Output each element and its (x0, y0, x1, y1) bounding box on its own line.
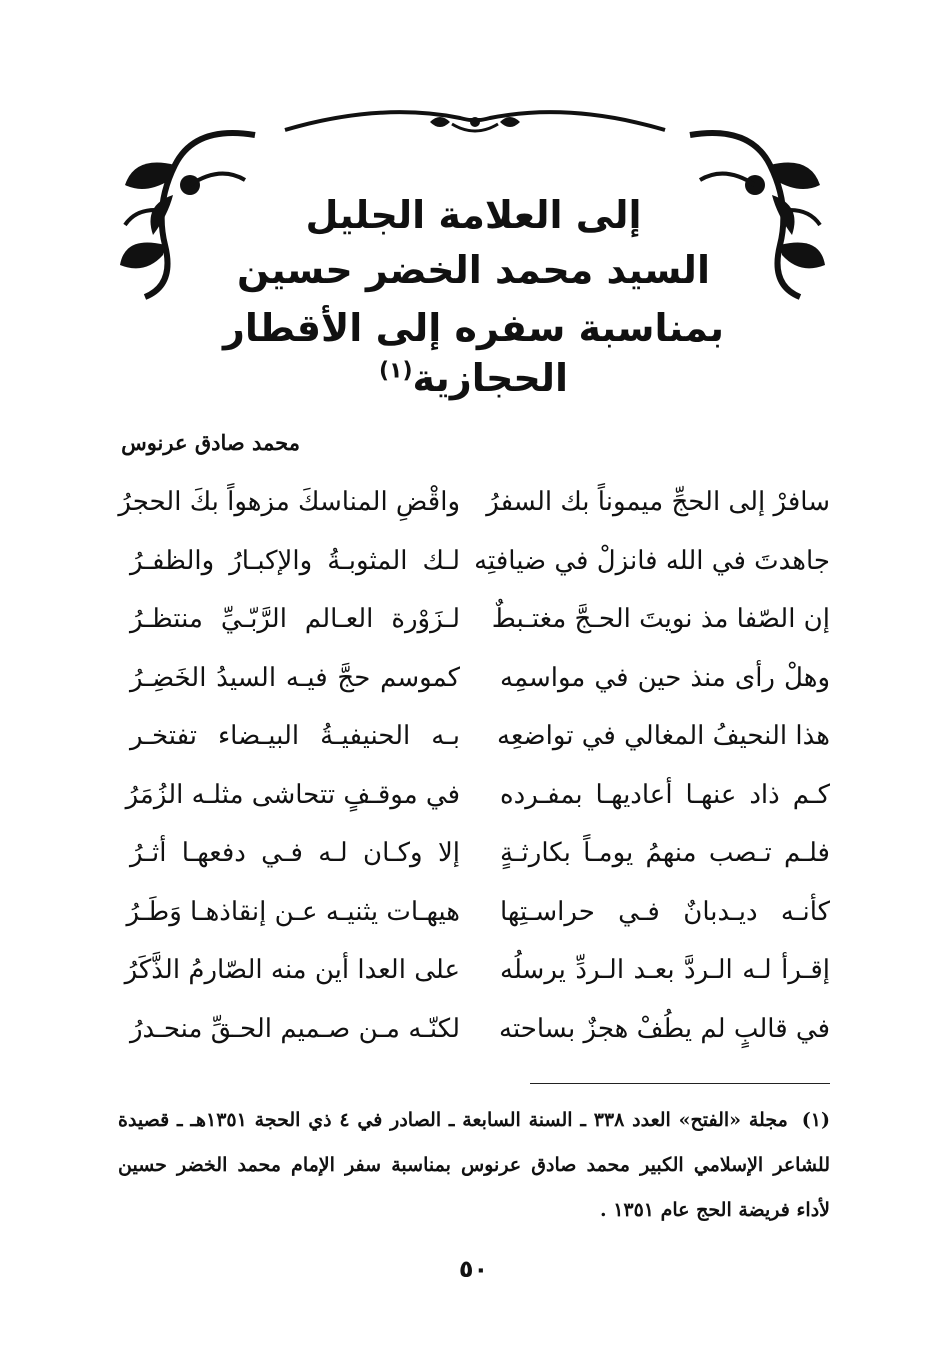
verse-6 (110, 775, 840, 834)
verse-3 (110, 599, 840, 658)
verse-second-hemistich: في موقـفٍ تتحاشى مثلـه الزُمَرُ (125, 779, 460, 810)
verse-2 (110, 541, 840, 600)
verse-first-hemistich: جاهدتَ في الله فانزلْ في ضيافتِه (474, 545, 830, 576)
verse-first-hemistich: كـم ذاد عنهـا أعاديهـا بمفـرده (500, 779, 830, 810)
verse-7 (110, 833, 840, 892)
verse-first-hemistich: سافرْ إلى الحجِّ ميموناً بك السفرُ (486, 487, 830, 517)
footnote-divider (530, 1083, 830, 1084)
poem-verses (110, 482, 840, 1067)
verse-first-hemistich: في قالبٍ لم يطُفْ هجزٌ بساحته (499, 1013, 830, 1044)
verse-first-hemistich: إقـرأ لـه الـردَّ بعـد الـردِّ يرسلُه (500, 955, 830, 985)
title-line-1: إلى العلامة الجليل (305, 193, 642, 237)
verse-8 (110, 892, 840, 951)
verse-first-hemistich: كأنـه ديـدبانٌ فـي حراسـتِها (500, 896, 830, 927)
verse-second-hemistich: لـزَوْرة العـالم الرَّبّـيِّ منتظـرُ (130, 604, 460, 634)
footnote-number: (١) (801, 1109, 830, 1131)
footnote-reference: (١) (378, 358, 413, 384)
verse-second-hemistich: إلا وكـان لـه فـي دفعهـا أثـرُ (130, 838, 460, 868)
verse-first-hemistich: هذا النحيفُ المغالي في تواضعِه (497, 721, 830, 751)
verse-second-hemistich: واقْضِ المناسكَ مزهواً بكَ الحجرُ (118, 487, 460, 517)
verse-second-hemistich: بـه الحنيفيـةُ البيـضاء تفتخـر (130, 721, 460, 751)
verse-second-hemistich: هيهـات يثنيـه عـن إنقاذهـا وَطَـرُ (126, 896, 460, 927)
verse-second-hemistich: لـك المثوبـةُ والإكبـارُ والظفـرُ (130, 545, 460, 576)
verse-second-hemistich: على العدا أين منه الصّارمُ الذَّكَرُ (124, 955, 460, 985)
verse-first-hemistich: فلـم تـصب منهمُ يومـاً بكارثـةٍ (500, 838, 830, 868)
poet-name: محمد صادق عرنوس (121, 430, 300, 455)
verse-first-hemistich: إن الصّفا مذ نويتَ الحـجَّ مغتـبطٌ (491, 604, 830, 634)
verse-first-hemistich: وهلْ رأى منذ حين في مواسمِه (500, 662, 830, 693)
title-line-2: السيد محمد الخضر حسين (237, 248, 710, 292)
verse-second-hemistich: كموسم حجَّ فيـه السيدُ الخَضِـرُ (130, 662, 460, 693)
verse-5 (110, 716, 840, 775)
title-line-3-text: بمناسبة سفره إلى الأقطار الحجازية (222, 306, 725, 400)
verse-4 (110, 658, 840, 717)
page-number: ٥٠ (458, 1255, 489, 1283)
verse-1 (110, 482, 840, 541)
verse-second-hemistich: لكنّـه مـن صـميم الحـقِّ منحـدرُ (130, 1013, 460, 1044)
title-line-3 (150, 303, 797, 403)
footnote (118, 1098, 830, 1233)
verse-9 (110, 950, 840, 1009)
footnote-text: مجلة «الفتح» العدد ٣٣٨ ـ السنة السابعة ـ الصادر في ٤ ذي الحجة ١٣٥١هـ ـ قصيدة للشاعر الإسلامي الكبير محمد صادق عرنوس بمناسبة سفر الإمام محمد الخضر حسين لأداء فريضة الحج عام ١٣٥١ . (118, 1109, 830, 1221)
verse-10 (110, 1009, 840, 1068)
top-flourish-ornament (280, 100, 670, 140)
